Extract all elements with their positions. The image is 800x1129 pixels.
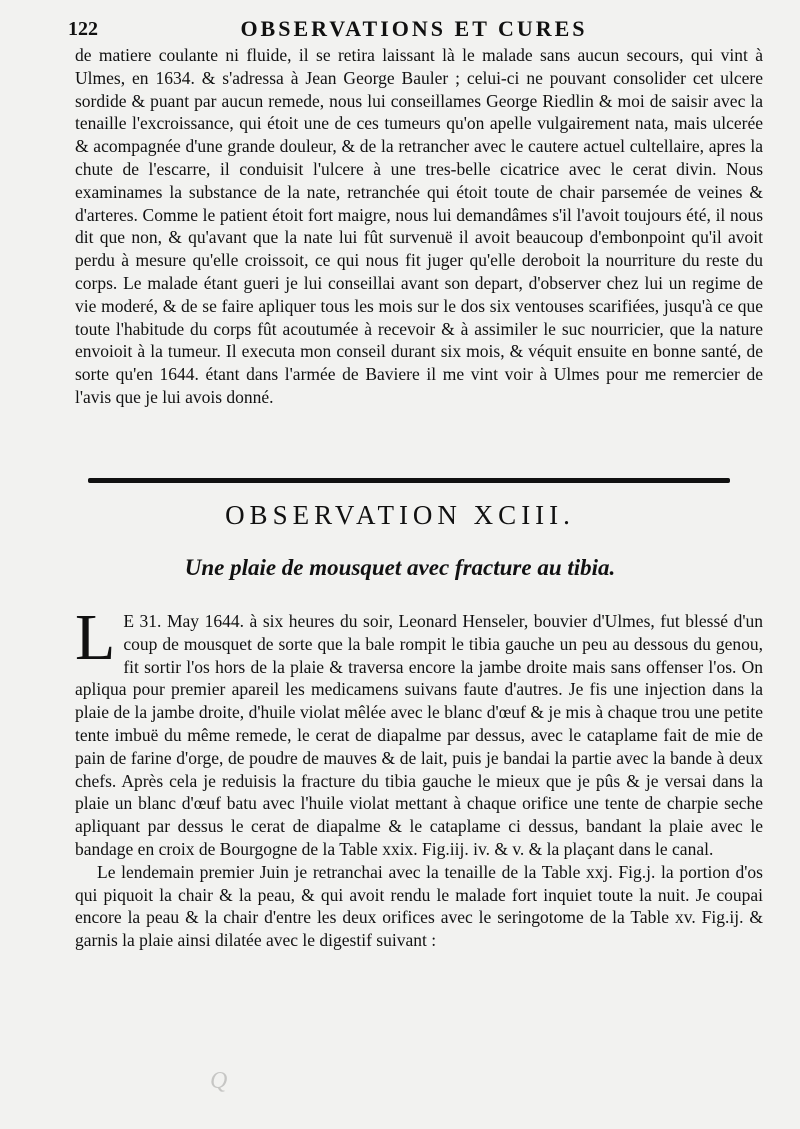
observation-subtitle: Une plaie de mousquet avec fracture au tibia. [184, 555, 616, 580]
observation-paragraph-2: Le lendemain premier Juin je retranchai avec la tenaille de la Table xxj. Fig.j. la portion d'os qui piquoit la chair & la peau, & qui avoit rendu le malade fort inquiet toute la nuit. Je coupai encore la peau & la chair d'entre les deux orifices avec le seringotome de la Table xv. Fig.ij. & garnis la plaie ainsi dilatée avec le digestif suivant : [75, 861, 763, 951]
drop-cap: L [75, 601, 116, 674]
observation-title: OBSERVATION XCIII. [225, 500, 575, 530]
folio-mark: Q [210, 1068, 228, 1094]
section-divider [88, 478, 730, 483]
paragraph-1-text: E 31. May 1644. à six heures du soir, Leonard Henseler, bouvier d'Ulmes, fut blessé d'un coup de mousquet de sorte que la bale rompit le tibia gauche un peu au dessous du genou, fit sortir l'os hors de la plaie & traversa encore la jambe droite mais sans offenser l'os. On apliqua pour premier apareil les medicamens suivans faute d'autres. Je fis une injection dans la plaie de la jambe droite, d'huile violat mêlée avec le blanc d'œuf & je mis à chaque trou une petite tente imbuë du même remede, le cerat de diapalme par dessus, avec le cataplame fait de mie de pain de farine d'orge, de poudre de mauves & de lait, puis je bandai la partie avec la bande à deux chefs. Après cela je reduisis la fracture du tibia gauche le mieux que je pûs & je versai dans la plaie un blanc d'œuf batu avec l'huile violat mettant à chaque orifice une tente de charpie seche apliquant par dessus le cerat de diapalme & le cataplame ci dessus, bandant la plaie avec le bandage en croix de Bourgogne de la Table xxix. Fig.iij. iv. & v. & la plaçant dans le canal. [75, 611, 763, 859]
running-title: OBSERVATIONS ET CURES [240, 16, 588, 41]
page-number: 122 [68, 18, 98, 40]
observation-text-block [75, 601, 763, 952]
paragraph-top: de matiere coulante ni fluide, il se retira laissant là le malade sans aucun secours, qui vint à Ulmes, en 1634. & s'adressa à Jean George Bauler ; celui-ci ne pouvant consolider cet ulcere sordide & puant par aucun remede, nous lui conseillames George Riedlin & moi de saisir avec la tenaille l'excroissance, qui étoit une de ces tumeurs qu'on apelle vulgairement nata, mais ulcerée & acompagnée d'une grande douleur, & de la retrancher avec le cautere actuel cultellaire, apres la chute de l'escarre, il conduisit l'ulcere à une tres-belle cicatrice avec le cerat divin. Nous examinames la substance de la nate, retranchée qui étoit toute de chair parsemée de veines & d'arteres. Comme le patient étoit fort maigre, nous lui demandâmes s'il l'avoit toujours été, il nous dit que non, & qu'avant que la nate lui fût survenuë il avoit beaucoup d'embonpoint qu'il avoit perdu à mesure qu'elle croissoit, ce qui nous fit juger qu'elle deroboit la nourriture du reste du corps. Le malade étant gueri je lui conseillai avant son depart, d'observer chez lui un regime de vie moderé, & de se faire apliquer tous les mois sur le dos six ventouses scarifiées, jusqu'à ce que toute l'habitude du corps fût acoutumée à recevoir & à assimiler le suc nourricier, que la nature envoioit à la tumeur. Il executa mon conseil durant six mois, & véquit ensuite en bonne santé, de sorte qu'en 1644. étant dans l'armée de Baviere il me vint voir à Ulmes pour me remercier de l'avis que je lui avois donné. [75, 45, 763, 407]
top-text-block [75, 44, 763, 409]
observation-paragraph-1 [75, 601, 763, 861]
